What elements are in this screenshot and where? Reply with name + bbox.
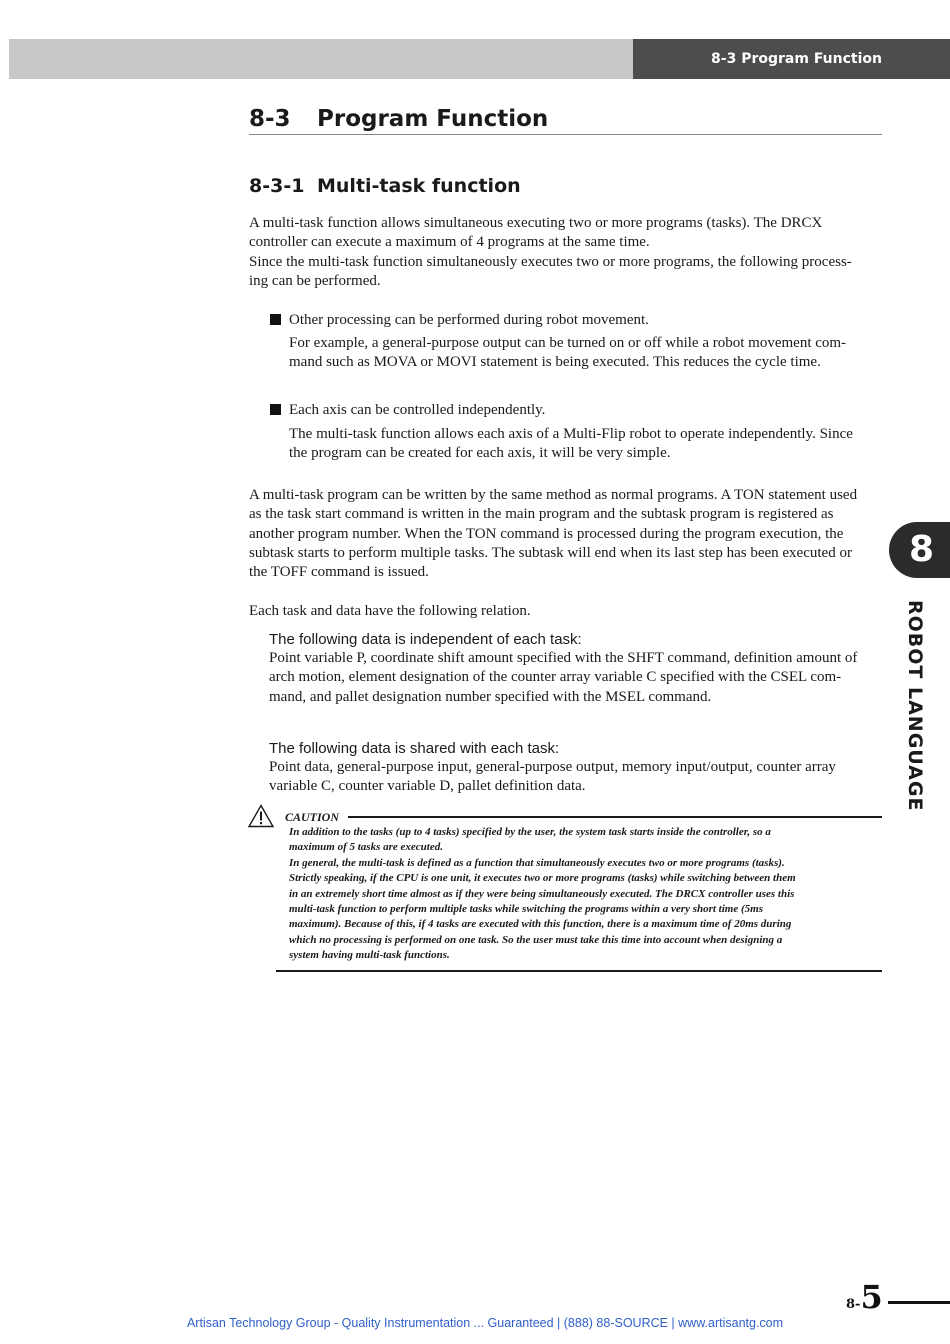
shared-label: The following data is shared with each task: [269, 740, 560, 757]
paragraph-line: Point data, general-purpose input, general-purpose output, memory input/output, counter array [269, 759, 836, 775]
caution-top-rule [348, 816, 882, 818]
caution-line: Strictly speaking, if the CPU is one unit, it executes two or more programs (tasks) while switching between them [289, 872, 796, 885]
paragraph-line: subtask starts to perform multiple tasks. The subtask will end when its last step has been executed or [249, 544, 852, 561]
caution-line: in an extremely short time almost as if they were being simultaneously executed. The DRCX controller uses this [289, 887, 795, 900]
independent-label: The following data is independent of each task: [269, 631, 582, 648]
header-bar [9, 39, 633, 79]
bullet-body [289, 425, 882, 464]
bullet-body [289, 334, 882, 373]
caution-text [289, 825, 882, 964]
page-number-prefix: 8- [846, 1297, 861, 1312]
paragraph-line: arch motion, element designation of the counter array variable C specified with the CSEL com- [269, 669, 842, 686]
caution-bottom-rule [276, 970, 882, 972]
paragraph-line: the TOFF command is issued. [249, 564, 429, 581]
subsection-heading [249, 175, 521, 197]
section-title: Program Function [317, 106, 549, 132]
multitask-paragraph [249, 486, 882, 582]
caution-line: maximum). Because of this, if 4 tasks are executed with this function, there is a maximum time of 20ms during [289, 918, 792, 931]
bullet-item [270, 401, 545, 420]
bullet-title: Each axis can be controlled independently. [289, 402, 546, 418]
caution-line: In addition to the tasks (up to 4 tasks) specified by the user, the system task starts inside the controller, so a [289, 826, 771, 838]
bullet-line: the program can be created for each axis, it will be very simple. [289, 445, 671, 462]
paragraph-line: variable C, counter variable D, pallet definition data. [269, 778, 586, 795]
caution-line: multi-task function to perform multiple tasks while switching the programs within a very short time (5ms [289, 903, 763, 916]
caution-label: CAUTION [285, 810, 340, 824]
bullet-square-icon [270, 314, 281, 325]
header-section-title: 8-3 Program Function [633, 39, 950, 79]
footer-text: Artisan Technology Group - Quality Instrumentation ... Guaranteed | (888) 88-SOURCE | www.artisantg.com [186, 1316, 784, 1330]
intro-line: controller can execute a maximum of 4 programs at the same time. [249, 234, 650, 251]
caution-line: In general, the multi-task is defined as a function that simultaneously executes two or more programs (tasks). [289, 856, 785, 869]
intro-line: ing can be performed. [249, 272, 381, 289]
subsection-number: 8-3-1 [249, 175, 305, 197]
intro-line: A multi-task function allows simultaneous executing two or more programs (tasks). The DRCX [249, 215, 823, 231]
relation-text: Each task and data have the following relation. [249, 603, 531, 619]
paragraph-line: mand, and pallet designation number specified with the MSEL command. [269, 688, 712, 705]
intro-line: Since the multi-task function simultaneously executes two or more programs, the following process- [249, 253, 852, 270]
bullet-square-icon [270, 404, 281, 415]
page-number-rule [888, 1301, 950, 1304]
section-heading [249, 106, 882, 135]
subsection-title: Multi-task function [317, 175, 521, 197]
page-number-value: 5 [860, 1278, 883, 1316]
chapter-side-title: ROBOT LANGUAGE [904, 600, 926, 812]
shared-text [269, 758, 882, 797]
chapter-tab: 8 [889, 522, 950, 578]
paragraph-line: another program number. When the TON command is processed during the program execution, the [249, 525, 844, 542]
caution-line: system having multi-task functions. [289, 949, 450, 962]
caution-line: maximum of 5 tasks are executed. [289, 841, 443, 854]
warning-triangle-icon [248, 804, 274, 828]
paragraph-line: as the task start command is written in the main program and the subtask program is registered as [249, 506, 834, 523]
bullet-line: For example, a general-purpose output can be turned on or off while a robot movement com- [289, 335, 847, 351]
page-number [846, 1278, 883, 1316]
paragraph-line: Point variable P, coordinate shift amount specified with the SHFT command, definition amount of [269, 650, 858, 666]
intro-paragraph [249, 214, 882, 291]
bullet-line: The multi-task function allows each axis of a Multi-Flip robot to operate independently. Since [289, 426, 853, 442]
bullet-item [270, 311, 649, 330]
bullet-title: Other processing can be performed during robot movement. [289, 312, 649, 328]
independent-text [269, 649, 882, 707]
caution-line: which no processing is performed on one task. So the user must take this time into account when designing a [289, 933, 783, 946]
section-number: 8-3 [249, 106, 291, 132]
paragraph-line: A multi-task program can be written by the same method as normal programs. A TON statement used [249, 487, 858, 503]
bullet-line: mand such as MOVA or MOVI statement is being executed. This reduces the cycle time. [289, 354, 821, 371]
